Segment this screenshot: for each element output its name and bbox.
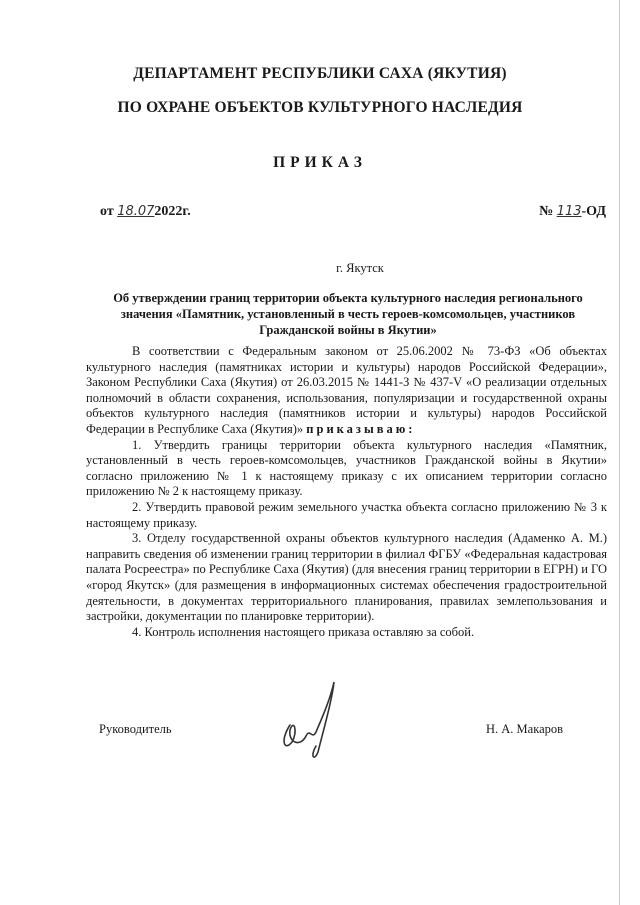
intro-paragraph: В соответствии с Федеральным законом от 25.06.2002 № 73-ФЗ «Об объектах культурного наследия (памятниках истории и культуры) народов Российской Федерации», Законом Республики Саха (Якутия) от 26.03.2015 № 1441-З № 437-V «О реализации отдельных полномочий в области сохранения, использования, популяризации и государственной охраны объектов культурного наследия (памятников истории и культуры) народов Российской Федерации в Республике Саха (Якутия)» приказываю: <box>86 344 607 436</box>
order-item-3: 3. Отделу государственной охраны объектов культурного наследия (Адаменко А. М.) направить сведения об изменении границ территории в филиал ФГБУ «Федеральная кадастровая палата Росреестра» по Республике Саха (Якутия) (для внесения границ территории в ЕГРН) и ГО «город Якутск» (для размещения в информационных системах обеспечения градостроительной деятельности, в документах территориального планирования, правилах землепользования и застройки, документации по планировке территории). <box>86 531 607 624</box>
signatory-position: Руководитель <box>99 722 172 736</box>
order-item-4: 4. Контроль исполнения настоящего приказа оставляю за собой. <box>132 624 475 639</box>
order-item-2: 2. Утвердить правовой режим земельного участка объекта согласно приложению № 3 к настоящему приказу. <box>86 499 607 530</box>
signatory-name: Н. А. Макаров <box>486 722 564 736</box>
department-name-line2: ПО ОХРАНЕ ОБЪЕКТОВ КУЛЬТУРНОГО НАСЛЕДИЯ <box>117 99 523 116</box>
number-suffix: -ОД <box>581 204 606 219</box>
number-prefix: № <box>539 204 554 219</box>
page-edge <box>619 0 620 905</box>
date-year: 2022г. <box>154 204 191 219</box>
date-prefix: от <box>100 204 114 219</box>
document-type: ПРИКАЗ <box>273 154 367 171</box>
order-word: приказываю: <box>306 421 416 436</box>
order-date <box>100 204 191 220</box>
city: г. Якутск <box>336 261 384 275</box>
handwritten-signature <box>260 670 360 770</box>
department-name-line1: ДЕПАРТАМЕНТ РЕСПУБЛИКИ САХА (ЯКУТИЯ) <box>133 65 507 82</box>
order-title: Об утверждении границ территории объекта культурного наследия регионального значения «Памятник, установленный в честь героев-комсомольцев, участников Гражданской войны в Якутии» <box>113 291 583 337</box>
number-handwritten: 113 <box>556 204 582 219</box>
order-item-1: 1. Утвердить границы территории объекта культурного наследия «Памятник, установленный в честь героев-комсомольцев, участников Гражданской войны в Якутии» согласно приложению № 1 к настоящему приказу с их описанием территории согласно приложению № 2 к настоящему приказу. <box>86 437 607 499</box>
order-number <box>539 204 606 220</box>
date-handwritten: 18.07 <box>117 204 155 219</box>
order-body <box>86 344 607 640</box>
